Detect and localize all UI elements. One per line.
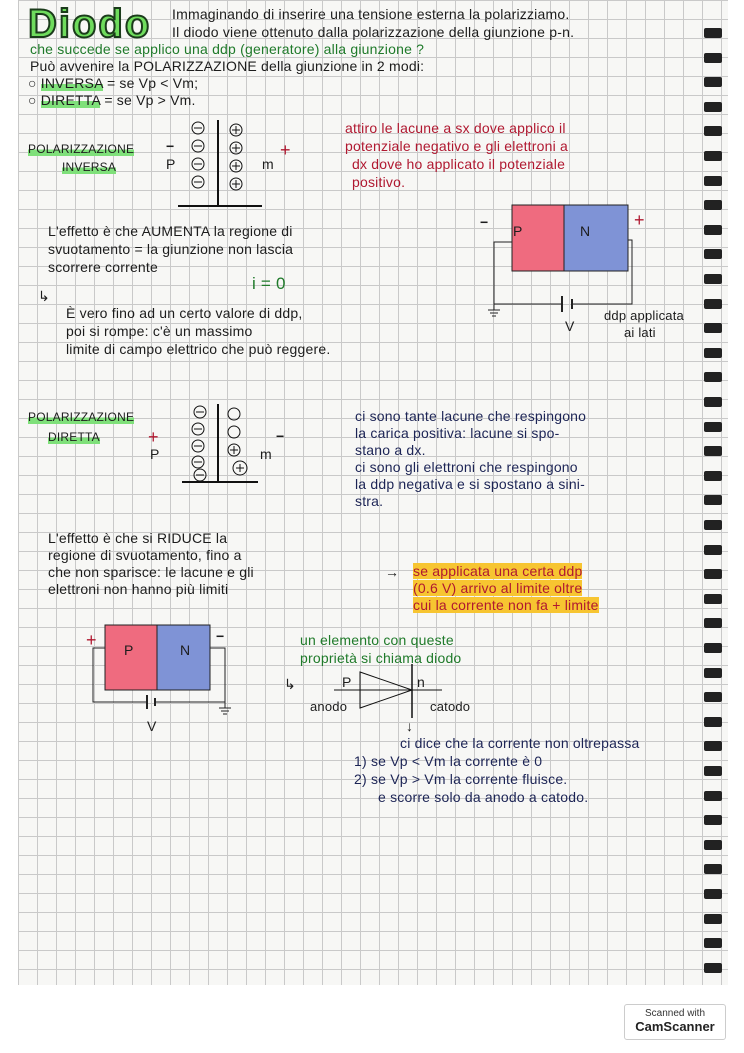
n-label: m	[262, 156, 274, 172]
scanner-line: Scanned with	[644, 1008, 706, 1019]
spiral-hole	[704, 938, 722, 948]
cathode-n-label: n	[417, 674, 425, 690]
arrow-icon: ↳	[38, 288, 50, 304]
spiral-hole	[704, 151, 722, 161]
spiral-hole	[704, 53, 722, 63]
spiral-hole	[704, 766, 722, 776]
spiral-hole	[704, 618, 722, 628]
spiral-hole	[704, 668, 722, 678]
mode-rule: = se Vp < Vm;	[106, 75, 199, 91]
spiral-hole	[704, 372, 722, 382]
highlight-line: (0.6 V) arrivo al limite oltre	[413, 580, 583, 596]
question: che succede se applico una ddp (generatore) alla giunzione ?	[30, 41, 425, 57]
spiral-hole	[704, 348, 722, 358]
spiral-hole	[704, 200, 722, 210]
plus-sign: +	[634, 210, 645, 230]
p-label: P	[166, 156, 176, 172]
rule-line: ci dice che la corrente non oltrepassa	[400, 735, 640, 751]
plus-sign: +	[86, 630, 97, 650]
spiral-hole	[704, 643, 722, 653]
spiral-hole	[704, 569, 722, 579]
camscanner-badge	[624, 1004, 726, 1040]
spiral-hole	[704, 446, 722, 456]
spiral-hole	[704, 323, 722, 333]
p-region-label: P	[124, 642, 134, 658]
note-line: la carica positiva: lacune si spo-	[355, 425, 560, 441]
limit-line: È vero fino ad un certo valore di ddp,	[66, 305, 303, 321]
spiral-hole	[704, 176, 722, 186]
rule-line: 2) se Vp > Vm la corrente fluisce.	[354, 771, 568, 787]
note-line: positivo.	[352, 174, 406, 190]
section-label: DIRETTA	[48, 430, 100, 444]
pn-circuit-inverse	[480, 200, 650, 325]
spiral-hole	[704, 422, 722, 432]
n-region-label: N	[180, 642, 191, 658]
n-label: m	[260, 446, 272, 462]
plus-sign: +	[280, 140, 291, 160]
spiral-hole	[704, 225, 722, 235]
note-line: ci sono gli elettroni che respingono	[355, 459, 578, 475]
mode-inversa: ○ INVERSA = se Vp < Vm;	[28, 75, 199, 91]
section-label: POLARIZZAZIONE	[28, 410, 135, 424]
voltage-label: V	[147, 718, 157, 734]
mode-rule: = se Vp > Vm.	[104, 92, 196, 108]
ddp-label: ai lati	[624, 325, 656, 340]
anode-label: anodo	[310, 699, 348, 714]
section-label: POLARIZZAZIONE	[28, 142, 135, 156]
current-zero: i = 0	[252, 274, 286, 293]
ddp-label: ddp applicata	[604, 308, 684, 323]
spiral-hole	[704, 249, 722, 259]
plus-sign: +	[148, 427, 159, 447]
spiral-hole	[704, 741, 722, 751]
scanner-brand: CamScanner	[635, 1019, 715, 1034]
spiral-hole	[704, 815, 722, 825]
spiral-hole	[704, 77, 722, 87]
n-region-label: N	[580, 223, 591, 239]
note-line: ci sono tante lacune che respingono	[355, 408, 587, 424]
minus-sign: −	[276, 428, 285, 444]
spiral-hole	[704, 963, 722, 973]
voltage-label: V	[565, 318, 575, 334]
spiral-hole	[704, 520, 722, 530]
minus-sign: −	[216, 628, 225, 644]
arrow-down-icon: ↓	[406, 718, 414, 734]
note-line: potenziale negativo e gli elettroni a	[345, 138, 568, 154]
effect-line: svuotamento = la giunzione non lascia	[48, 241, 294, 257]
highlight-line: cui la corrente non fa + limite	[413, 597, 599, 613]
effect-line: L'effetto è che si RIDUCE la	[48, 530, 228, 546]
intro-line: Il diodo viene ottenuto dalla polarizzazione della giunzione p-n.	[172, 24, 575, 40]
effect-line: elettroni non hanno più limiti	[48, 581, 229, 597]
note-line: dx dove ho applicato il potenziale	[352, 156, 566, 172]
note-line: la ddp negativa e si spostano a sini-	[355, 476, 585, 492]
spiral-hole	[704, 545, 722, 555]
effect-line: regione di svuotamento, fino a	[48, 547, 242, 563]
minus-sign: −	[480, 214, 489, 230]
diode-intro: proprietà si chiama diodo	[300, 650, 462, 666]
page-title: Diodo	[28, 2, 152, 46]
spiral-hole	[704, 471, 722, 481]
p-region-label: P	[513, 223, 523, 239]
note-line: stra.	[355, 493, 384, 509]
spiral-hole	[704, 717, 722, 727]
note-line: stano a dx.	[355, 442, 426, 458]
limit-line: limite di campo elettrico che può reggere.	[66, 341, 331, 357]
spiral-hole	[704, 791, 722, 801]
intro-line: Immaginando di inserire una tensione esterna la polarizziamo.	[172, 6, 570, 22]
spiral-hole	[704, 495, 722, 505]
mode-name: DIRETTA	[40, 92, 101, 108]
spiral-hole	[704, 397, 722, 407]
arrow-icon: ↳	[284, 676, 296, 692]
spiral-hole	[704, 914, 722, 924]
rule-line: 1) se Vp < Vm la corrente è 0	[354, 753, 543, 769]
spiral-hole	[704, 594, 722, 604]
mode-name: INVERSA	[40, 75, 103, 91]
effect-line: scorrere corrente	[48, 259, 158, 275]
p-label: P	[150, 446, 160, 462]
minus-sign: −	[166, 138, 175, 154]
spiral-hole	[704, 299, 722, 309]
mode-diretta: ○ DIRETTA = se Vp > Vm.	[28, 92, 196, 108]
effect-line: L'effetto è che AUMENTA la regione di	[48, 223, 293, 239]
spiral-hole	[704, 889, 722, 899]
spiral-hole	[704, 864, 722, 874]
modes-intro: Può avvenire la POLARIZZAZIONE della giunzione in 2 modi:	[30, 58, 425, 74]
rule-line: e scorre solo da anodo a catodo.	[378, 789, 589, 805]
spiral-hole	[704, 126, 722, 136]
spiral-hole	[704, 692, 722, 702]
spiral-hole	[704, 274, 722, 284]
section-label: INVERSA	[62, 160, 117, 174]
effect-line: che non sparisce: le lacune e gli	[48, 564, 254, 580]
spiral-hole	[704, 102, 722, 112]
note-line: attiro le lacune a sx dove applico il	[345, 120, 566, 136]
depletion-diagram-direct	[160, 402, 280, 487]
diode-intro: un elemento con queste	[300, 632, 454, 648]
depletion-diagram-inverse	[160, 118, 300, 210]
spiral-hole	[704, 840, 722, 850]
highlight-line: se applicata una certa ddp	[413, 563, 583, 579]
anode-p-label: P	[342, 674, 352, 690]
cathode-label: catodo	[430, 699, 471, 714]
arrow-icon: →	[385, 564, 400, 580]
limit-line: poi si rompe: c'è un massimo	[66, 323, 253, 339]
spiral-hole	[704, 28, 722, 38]
